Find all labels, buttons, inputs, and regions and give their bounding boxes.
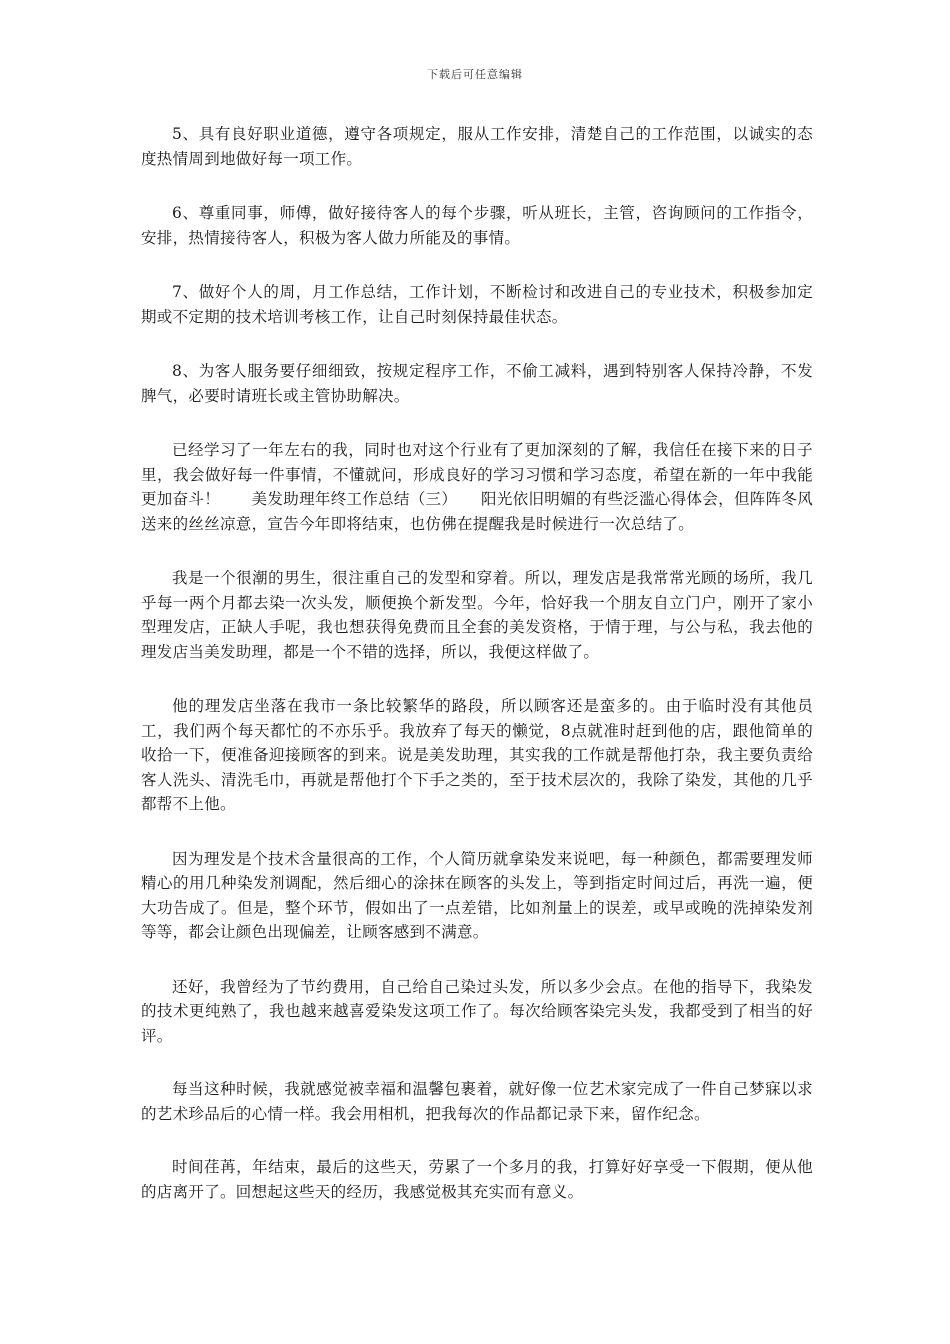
paragraph-skill-improvement: 还好，我曾经为了节约费用，自己给自己染过头发，所以多少会点。在他的指导下，我染发的技术更纯熟了，我也越来越喜爱染发这项工作了。每次给顾客染完头发，我都受到了相当的好评。 xyxy=(141,977,813,1045)
paragraph-item-7: 7、做好个人的周，月工作总结，工作计划，不断检讨和改进自己的专业技术，积极参加定期或不定期的技术培训考核工作，让自己时刻保持最佳状态。 xyxy=(141,283,813,326)
paragraph-item-8: 8、为客人服务要仔细细致，按规定程序工作，不偷工减料，遇到特别客人保持冷静，不发脾气，必要时请班长或主管协助解决。 xyxy=(141,362,813,405)
paragraph-item-6: 6、尊重同事，师傅，做好接待客人的每个步骤，听从班长，主管，咨询顾问的工作指令，安排，热情接待客人，积极为客人做力所能及的事情。 xyxy=(141,204,813,247)
paragraph-shop-work: 他的理发店坐落在我市一条比较繁华的路段，所以顾客还是蛮多的。由于临时没有其他员工，我们两个每天都忙的不亦乐乎。我放弃了每天的懒觉，8点就准时赶到他的店，跟他简单的收拾一下，便准备迎接顾客的到来。说是美发助理，其实我的工作就是帮他打杂，我主要负责给客人洗头、清洗毛巾，再就是帮他打个下手之类的，至于技术层次的，我除了染发，其他的几乎都帮不上他。 xyxy=(141,697,813,813)
paragraph-feelings: 每当这种时候，我就感觉被幸福和温馨包裹着，就好像一位艺术家完成了一件自己梦寐以求的艺术珍品后的心情一样。我会用相机，把我每次的作品都记录下来，留作纪念。 xyxy=(141,1080,813,1123)
paragraph-conclusion: 时间荏苒，年结束，最后的这些天，劳累了一个多月的我，打算好好享受一下假期，便从他的店离开了。回想起这些天的经历，我感觉极其充实而有意义。 xyxy=(141,1158,813,1201)
page-header: 下载后可任意编辑 xyxy=(427,68,523,81)
paragraph-introduction: 我是一个很潮的男生，很注重自己的发型和穿着。所以，理发店是我常常光顾的场所，我几乎每一两个月都去染一次头发，顺便换个新发型。今年，恰好我一个朋友自立门户，刚开了家小型理发店，正缺人手呢，我也想获得免费而且全套的美发资格，于情于理，与公与私，我去他的理发店当美发助理，都是一个不错的选择，所以，我便这样做了。 xyxy=(141,569,813,661)
paragraph-summary-transition: 已经学习了一年左右的我，同时也对这个行业有了更加深刻的了解，我信任在接下来的日子里，我会做好每一件事情，不懂就问，形成良好的学习习惯和学习态度，希望在新的一年中我能更加奋斗！ 美发助理年终工作总结（三） 阳光依旧明媚的有些泛滥心得体会，但阵阵冬风送来的丝丝凉意，宣告今年即将结束，也仿佛在提醒我是时候进行一次总结了。 xyxy=(141,441,813,533)
paragraph-dyeing-process: 因为理发是个技术含量很高的工作，个人简历就拿染发来说吧，每一种颜色，都需要理发师精心的用几种染发剂调配，然后细心的涂抹在顾客的头发上，等到指定时间过后，再洗一遍，便大功告成了。但是，整个环节，假如出了一点差错，比如剂量上的误差，或早或晚的洗掉染发剂等等，都会让颜色出现偏差，让顾客感到不满意。 xyxy=(141,849,813,941)
document-body xyxy=(141,122,813,1234)
paragraph-item-5: 5、具有良好职业道德，遵守各项规定，服从工作安排，清楚自己的工作范围，以诚实的态度热情周到地做好每一项工作。 xyxy=(141,125,813,168)
